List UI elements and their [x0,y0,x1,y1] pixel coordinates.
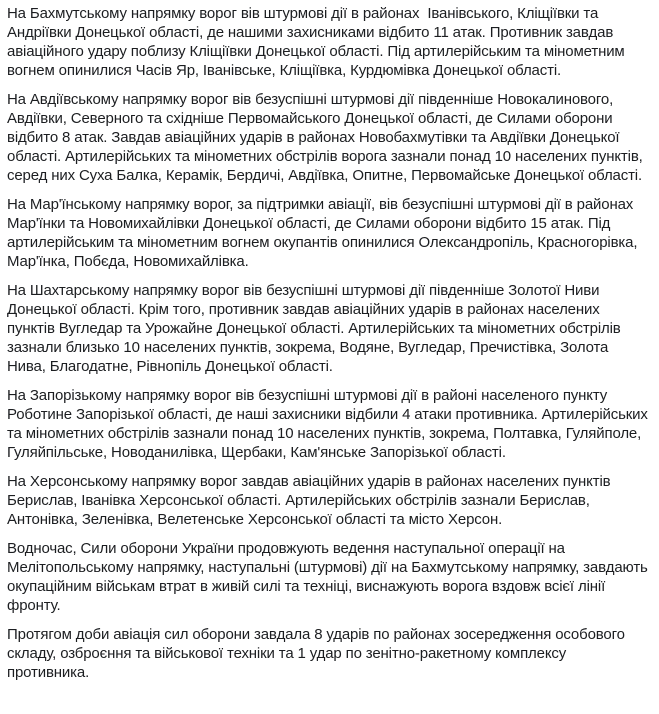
report-paragraph-offensive-summary: Водночас, Сили оборони України продовжують ведення наступальної операції на Мелітопольському напрямку, наступальні (штурмові) дії на Бахмутському напрямку, завдають окупаційним військам втрат в живій силі та техніці, виснажують ворога вздовж всієї лінії фронту. [7,540,652,614]
report-paragraph-aviation-strikes: Протягом доби авіація сил оборони завдала 8 ударів по районах зосередження особового складу, озброєння та військової техніки та 1 удар по зенітно-ракетному комплексу противника. [7,626,629,681]
report-paragraph-kherson: На Херсонському напрямку ворог завдав авіаційних ударів в районах населених пунктів Берислав, Іванівка Херсонської області. Артилерійських обстрілів зазнали Берислав, Антонівка, Зеленівка, Велетенське Херсонської області та місто Херсон. [7,473,615,528]
report-paragraph-shakhtarsk: На Шахтарському напрямку ворог вів безуспішні штурмові дії південніше Золотої Ниви Донецької області. Крім того, противник завдав авіаційних ударів в районах населених пунктів Вугледар та Урожайне Донецької області. Артилерійських та мінометних обстрілів зазнали близько 10 населених пунктів, зокрема, Водяне, Вугледар, Пречистівка, Золота Нива, Благодатне, Рівнопіль Донецької області. [7,282,625,375]
report-paragraph-avdiivka: На Авдіївському напрямку ворог вів безуспішні штурмові дії південніше Новокалинового, Авдіївки, Северного та східніше Первомайського Донецької області, де Силами оборони відбито 8 атак. Завдав авіаційних ударів в районах Новобахмутівки та Авдіївки Донецької області. Артилерійських та мінометних обстрілів ворога зазнали понад 10 населених пунктів, серед них Суха Балка, Керамік, Бердичі, Авдіївка, Опитне, Первомайське Донецької області. [7,91,647,184]
report-paragraph-zaporizhzhia: На Запорізькому напрямку ворог вів безуспішні штурмові дії в районі населеного пункту Роботине Запорізької області, де наші захисники відбили 4 атаки противника. Артилерійських та мінометних обстрілів зазнали понад 10 населених пунктів, зокрема, Полтавка, Гуляйполе, Гуляйпільське, Новоданилівка, Щербаки, Кам'янське Запорізької області. [7,387,652,461]
report-paragraph-bakhmut: На Бахмутському напрямку ворог вів штурмові дії в районах Іванівського, Кліщіївки та Андріївки Донецької області, де нашими захисниками відбито 11 атак. Противник завдав авіаційного удару поблизу Кліщіївки Донецької області. Під артилерійським та мінометним вогнем опинилися Часів Яр, Іванівське, Кліщіївка, Курдюмівка Донецької області. [7,5,629,79]
report-paragraph-marinka: На Мар'їнському напрямку ворог, за підтримки авіації, вів безуспішні штурмові дії в районах Мар'їнки та Новомихайлівки Донецької області, де Силами оборони відбито 15 атак. Під артилерійським та мінометним вогнем окупантів опинилися Олександропіль, Красногорівка, Мар'їнка, Побєда, Новомихайлівка. [7,196,642,270]
